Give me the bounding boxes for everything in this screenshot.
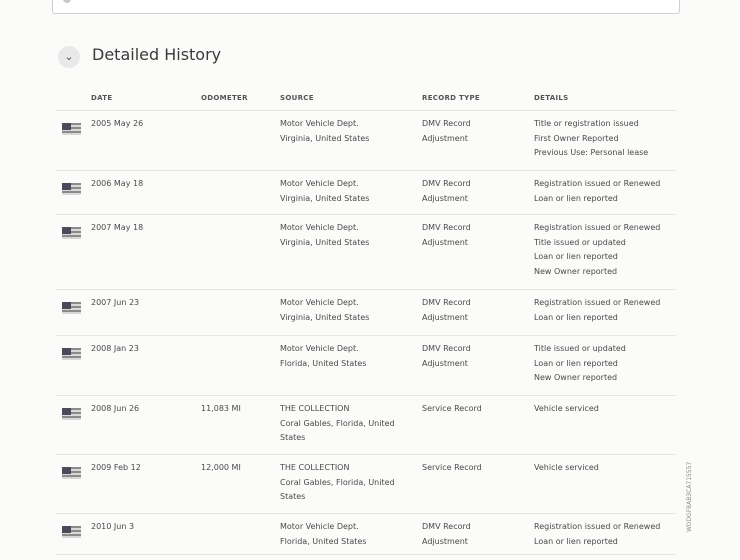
us-flag-icon (62, 467, 81, 479)
cell-details-line: Loan or lien reported (534, 252, 618, 261)
side-code: WDDGF8AB3CA715557 (686, 461, 693, 532)
cell-record-type (422, 117, 471, 146)
cell-date: 2010 Jun 3 (91, 522, 135, 531)
cell-date: 2006 May 18 (91, 179, 144, 188)
us-flag-icon (62, 227, 81, 239)
cell-details-line: Registration issued or Renewed (534, 223, 661, 232)
us-flag-icon (62, 123, 81, 135)
cell-source-line: THE COLLECTION (280, 404, 350, 413)
cell-record-type-line: Adjustment (422, 358, 468, 368)
cell-details (534, 402, 599, 417)
cell-details-line: Registration issued or Renewed (534, 179, 661, 188)
cell-details-line: Registration issued or Renewed (534, 298, 661, 307)
cell-date: 2008 Jan 23 (91, 344, 139, 353)
table-row (56, 455, 676, 514)
section-title: Detailed History (92, 45, 222, 64)
cell-details (534, 520, 660, 549)
us-flag-icon (62, 302, 81, 314)
cell-record-type-line: Adjustment (422, 133, 468, 143)
cell-record-type-line: DMV Record (422, 344, 471, 353)
cell-source-line: Virginia, United States (280, 133, 370, 143)
cell-source-line: Virginia, United States (280, 193, 370, 203)
cell-details (534, 221, 660, 279)
table-row (56, 171, 676, 215)
cell-date: 2008 Jun 26 (91, 404, 140, 413)
column-header-odometer: ODOMETER (201, 94, 248, 102)
cell-details-line: Title issued or updated (534, 344, 626, 353)
cell-details-line: Vehicle serviced (534, 404, 599, 413)
cell-details-line: Title issued or updated (534, 237, 626, 247)
cell-record-type-line: DMV Record (422, 119, 471, 128)
cell-date: 2007 Jun 23 (91, 298, 140, 307)
table-row (56, 336, 676, 396)
cell-details (534, 177, 660, 206)
us-flag-icon (62, 526, 81, 538)
column-header-date: DATE (91, 94, 113, 102)
cell-source-line: Motor Vehicle Dept. (280, 522, 359, 531)
cell-details (534, 342, 626, 386)
bullet-icon (63, 0, 71, 3)
cell-source-line: Virginia, United States (280, 237, 370, 247)
cell-date: 2007 May 18 (91, 223, 144, 232)
cell-source-line: Motor Vehicle Dept. (280, 298, 359, 307)
cell-record-type-line: DMV Record (422, 179, 471, 188)
cell-details (534, 117, 648, 161)
cell-source-line: Virginia, United States (280, 312, 370, 322)
column-header-source: SOURCE (280, 94, 314, 102)
cell-details-line: Loan or lien reported (534, 536, 618, 546)
cell-record-type-line: Adjustment (422, 237, 468, 247)
cell-record-type (422, 342, 471, 371)
cell-details-line: Vehicle serviced (534, 463, 599, 472)
cell-source-line: Motor Vehicle Dept. (280, 179, 359, 188)
cell-record-type-line: DMV Record (422, 223, 471, 232)
cell-record-type-line: DMV Record (422, 298, 471, 307)
cell-source-line: Motor Vehicle Dept. (280, 344, 359, 353)
cell-source-line: Motor Vehicle Dept. (280, 119, 359, 128)
us-flag-icon (62, 183, 81, 195)
cell-record-type (422, 296, 471, 325)
cell-source-line: Coral Gables, Florida, United (280, 477, 395, 487)
cell-record-type (422, 520, 471, 549)
table-body (56, 111, 676, 555)
cell-details-line: Title or registration issued (534, 119, 639, 128)
table-row (56, 396, 676, 455)
cell-source (280, 402, 395, 446)
cell-source (280, 177, 369, 206)
cell-record-type (422, 402, 482, 417)
cell-details-line: First Owner Reported (534, 133, 619, 143)
cell-details-line: Previous Use: Personal lease (534, 148, 649, 157)
cell-details-line: Loan or lien reported (534, 193, 618, 203)
cell-source-line: Motor Vehicle Dept. (280, 223, 359, 232)
us-flag-icon (62, 408, 81, 420)
cell-record-type-line: Adjustment (422, 536, 468, 546)
cell-odometer: 12,000 MI (201, 463, 241, 472)
cell-details (534, 296, 660, 325)
cell-source-line: States (280, 433, 306, 442)
cell-details-line: Loan or lien reported (534, 358, 618, 368)
table-row (56, 514, 676, 555)
us-flag-icon (62, 348, 81, 360)
table-row (56, 290, 676, 336)
column-header-details: DETAILS (534, 94, 569, 102)
cell-source-line: THE COLLECTION (280, 463, 350, 472)
cell-date: 2009 Feb 12 (91, 463, 141, 472)
cell-record-type (422, 177, 471, 206)
cell-odometer: 11,083 MI (201, 404, 241, 413)
cell-record-type (422, 461, 482, 476)
table-header (56, 88, 676, 111)
cell-source-line: Florida, United States (280, 536, 367, 546)
cell-source (280, 117, 369, 146)
cell-record-type-line: DMV Record (422, 522, 471, 531)
cell-details-line: New Owner reported (534, 266, 618, 276)
history-table (56, 88, 676, 555)
cell-source (280, 342, 366, 371)
table-row (56, 111, 676, 171)
cell-source-line: States (280, 492, 306, 501)
cell-source-line: Florida, United States (280, 358, 367, 368)
cell-date: 2005 May 26 (91, 119, 144, 128)
cell-details (534, 461, 599, 476)
cell-source (280, 221, 369, 250)
table-row (56, 215, 676, 290)
cell-record-type-line: Service Record (422, 463, 482, 472)
cell-source (280, 520, 366, 549)
summary-box (52, 0, 680, 14)
cell-record-type-line: Service Record (422, 404, 482, 413)
cell-source (280, 461, 395, 505)
cell-details-line: Loan or lien reported (534, 312, 618, 322)
cell-record-type-line: Adjustment (422, 312, 468, 322)
cell-record-type (422, 221, 471, 250)
cell-record-type-line: Adjustment (422, 193, 468, 203)
column-header-record-type: RECORD TYPE (422, 94, 480, 102)
cell-details-line: Registration issued or Renewed (534, 522, 661, 531)
cell-source-line: Coral Gables, Florida, United (280, 418, 395, 428)
chevron-down-icon[interactable]: ⌄ (58, 46, 80, 68)
cell-source (280, 296, 369, 325)
cell-details-line: New Owner reported (534, 373, 618, 382)
